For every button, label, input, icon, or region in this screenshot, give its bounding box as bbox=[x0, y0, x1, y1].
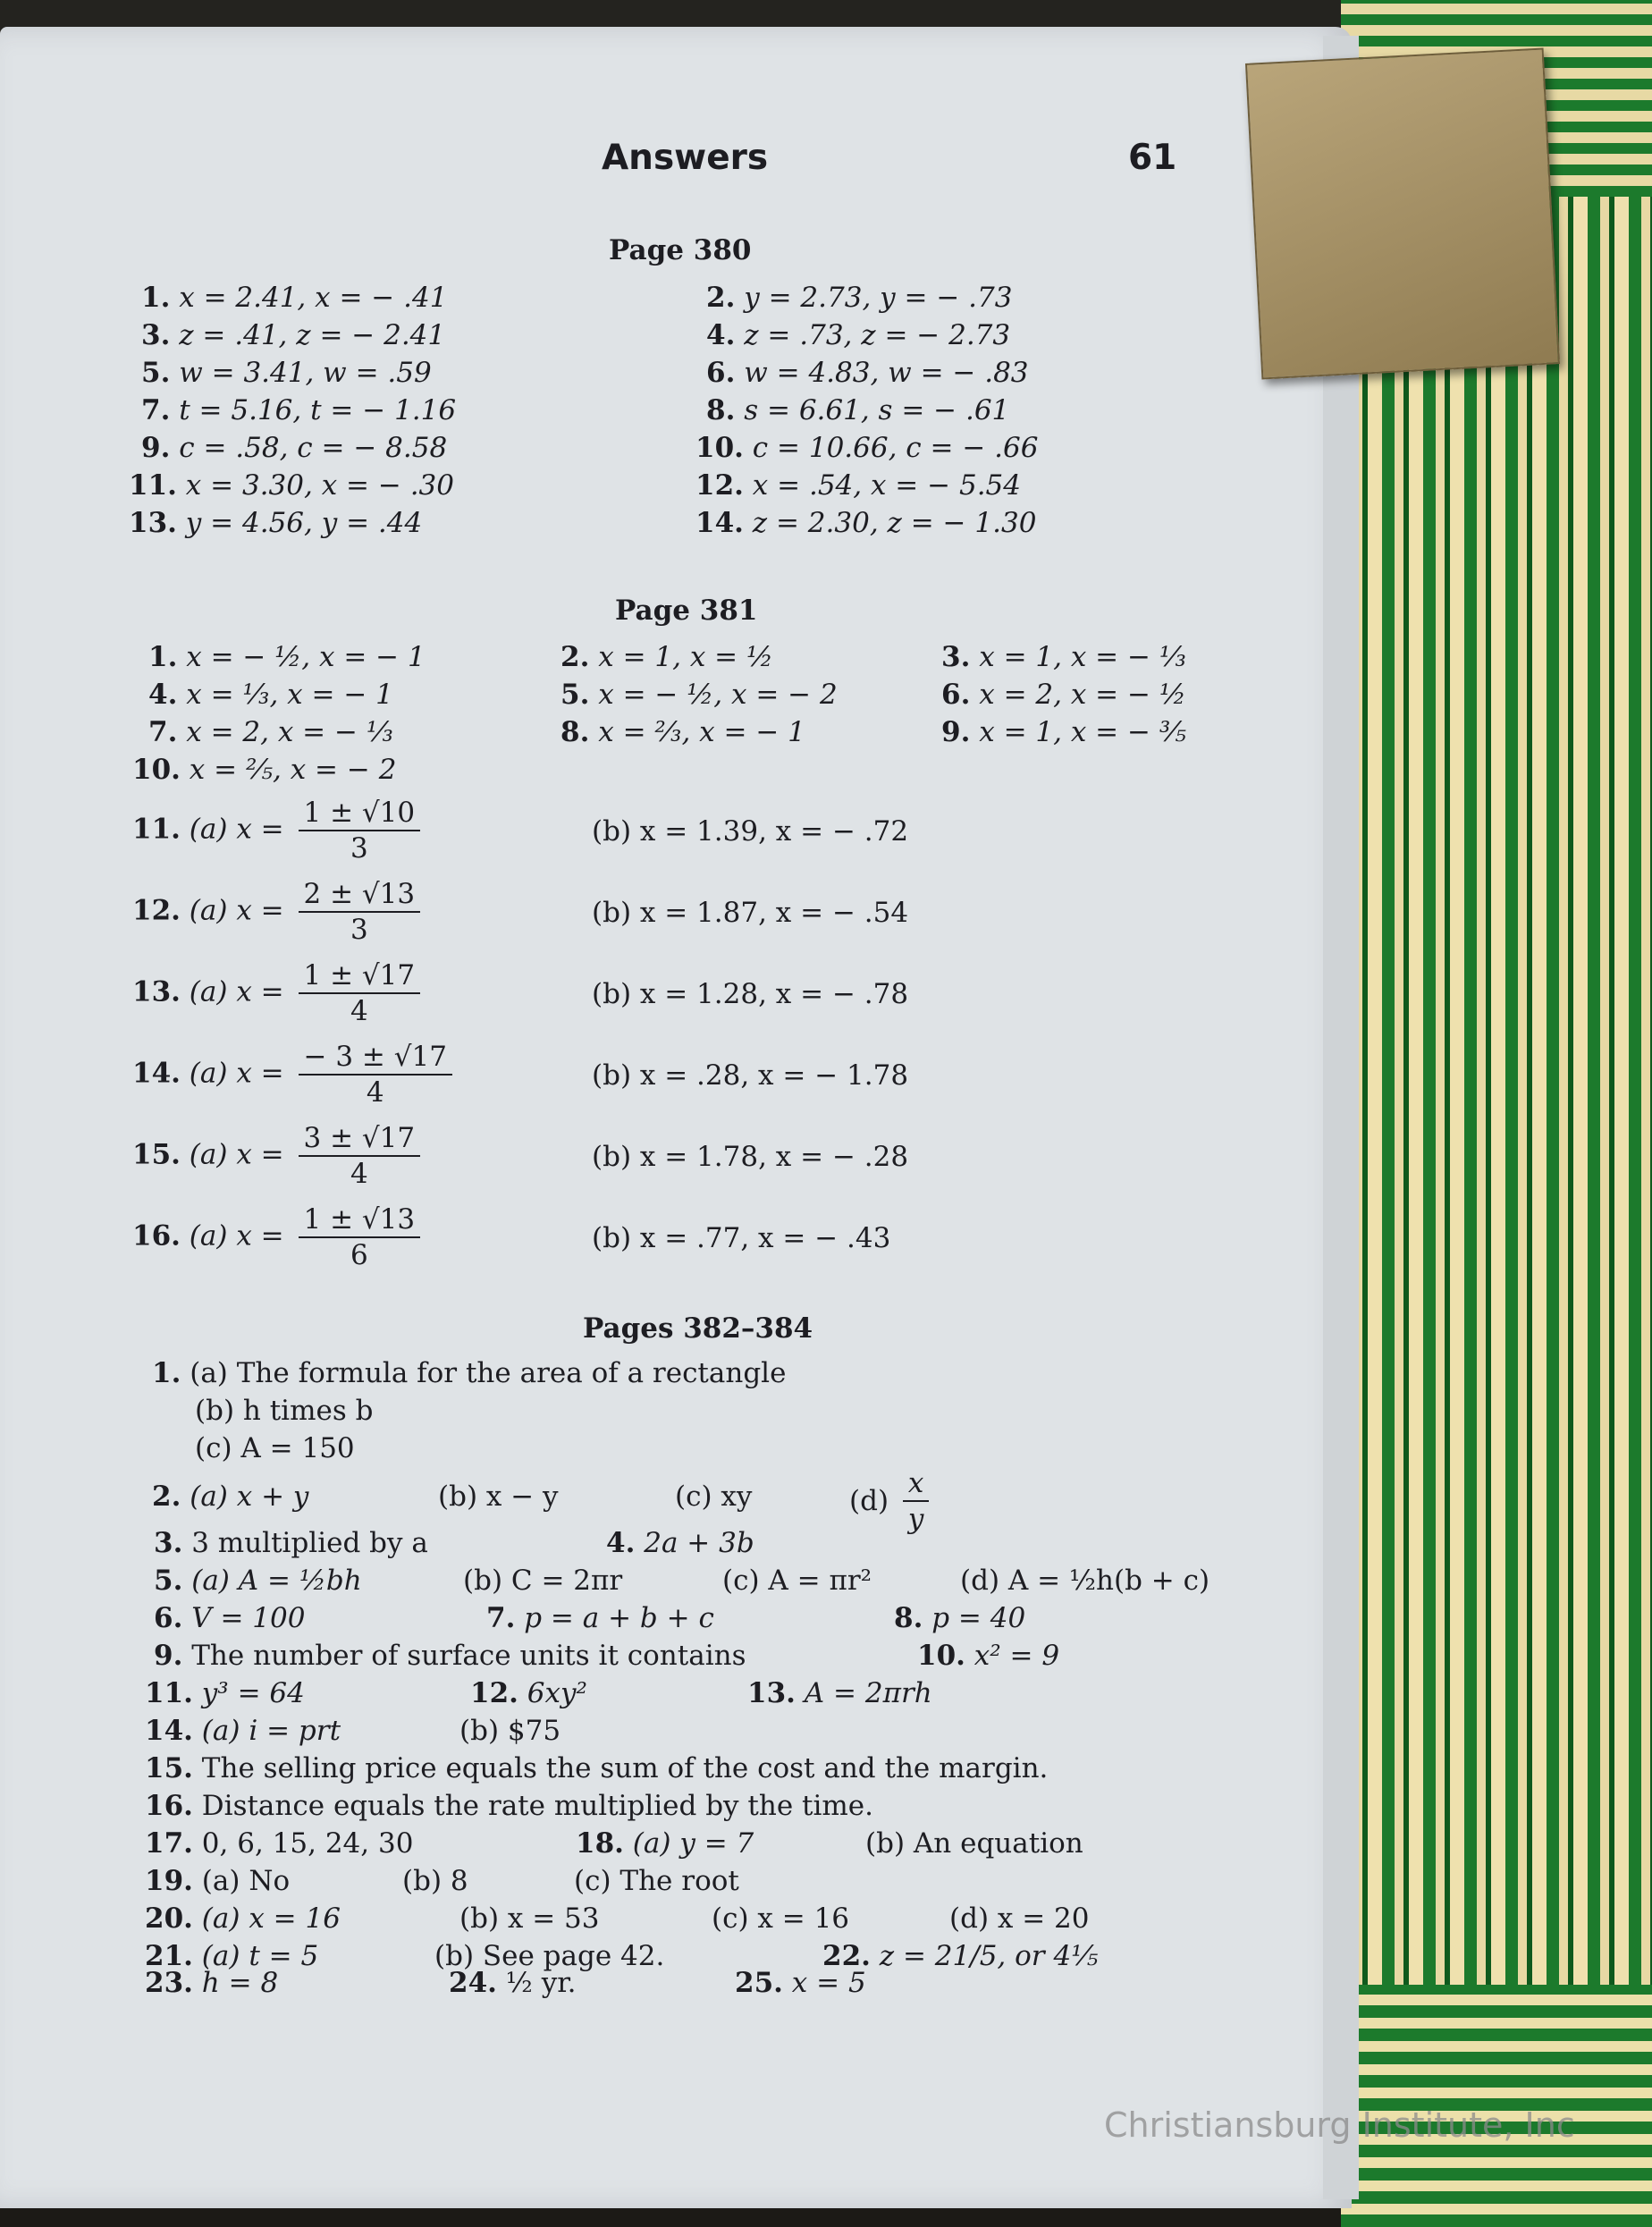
answer-381-15: 15. (a) x = $\frac{3 \pm √17}{4}$ bbox=[132, 1121, 426, 1191]
answer-381-1: 1. x = − ½, x = − 1 bbox=[148, 641, 426, 673]
answer-382-14a: 14. (a) i = prt bbox=[145, 1715, 341, 1747]
answer-380-1: 1. x = 2.41, x = − .41 bbox=[141, 282, 448, 314]
answer-382-4: 4. 2a + 3b bbox=[606, 1527, 754, 1559]
answer-380-12: 12. x = .54, x = − 5.54 bbox=[695, 469, 1021, 502]
answer-380-3: 3. z = .41, z = − 2.41 bbox=[141, 319, 446, 351]
answer-381-14: 14. (a) x = $\frac{- 3 \pm √17}{4}$ bbox=[132, 1040, 458, 1109]
answer-380-13: 13. y = 4.56, y = .44 bbox=[129, 507, 423, 539]
answer-382-22: 22. z = 21/5, or 4⅕ bbox=[822, 1940, 1099, 1972]
answer-382-25: 25. x = 5 bbox=[735, 1967, 866, 1999]
answer-380-5: 5. w = 3.41, w = .59 bbox=[141, 357, 432, 389]
answer-381-12b: (b) x = 1.87, x = − .54 bbox=[592, 897, 909, 929]
answer-381-7: 7. x = 2, x = − ⅓ bbox=[148, 716, 393, 748]
answer-380-4: 4. z = .73, z = − 2.73 bbox=[706, 319, 1011, 351]
answer-381-5: 5. x = − ½, x = − 2 bbox=[560, 679, 838, 711]
answer-380-14: 14. z = 2.30, z = − 1.30 bbox=[695, 507, 1037, 539]
answer-382-6: 6. V = 100 bbox=[154, 1602, 306, 1634]
answer-380-9: 9. c = .58, c = − 8.58 bbox=[141, 432, 448, 464]
answer-382-11: 11. y³ = 64 bbox=[145, 1677, 305, 1709]
answer-381-13: 13. (a) x = $\frac{1 \pm √17}{4}$ bbox=[132, 958, 426, 1028]
page-number: 61 bbox=[1128, 138, 1177, 178]
answer-382-2c: (c) xy bbox=[675, 1480, 753, 1513]
answer-382-20a: 20. (a) x = 16 bbox=[145, 1902, 341, 1935]
answer-382-10: 10. x² = 9 bbox=[917, 1640, 1060, 1672]
answer-380-2: 2. y = 2.73, y = − .73 bbox=[706, 282, 1013, 314]
answer-382-16: 16. Distance equals the rate multiplied by the time. bbox=[145, 1790, 874, 1822]
answer-382-23: 23. h = 8 bbox=[145, 1967, 279, 1999]
answer-382-19b: (b) 8 bbox=[402, 1865, 468, 1897]
answer-381-16b: (b) x = .77, x = − .43 bbox=[592, 1222, 891, 1254]
answer-381-15b: (b) x = 1.78, x = − .28 bbox=[592, 1141, 909, 1173]
answer-380-6: 6. w = 4.83, w = − .83 bbox=[706, 357, 1029, 389]
index-tab bbox=[1245, 48, 1560, 380]
answer-381-6: 6. x = 2, x = − ½ bbox=[941, 679, 1186, 711]
answer-382-2d: (d) $\frac{x}{y}$ bbox=[849, 1466, 934, 1536]
answer-382-14b: (b) $75 bbox=[459, 1715, 561, 1747]
answer-382-21a: 21. (a) t = 5 bbox=[145, 1940, 319, 1972]
answer-381-10: 10. x = ⅖, x = − 2 bbox=[132, 754, 397, 786]
answer-380-11: 11. x = 3.30, x = − .30 bbox=[129, 469, 454, 502]
answer-382-7: 7. p = a + b + c bbox=[486, 1602, 714, 1634]
answer-382-5d: (d) A = ½h(b + c) bbox=[960, 1565, 1210, 1597]
answer-382-5c: (c) A = πr² bbox=[722, 1565, 872, 1597]
section-title-381: Page 381 bbox=[615, 595, 758, 627]
answer-382-1b: (b) h times b bbox=[195, 1395, 374, 1427]
watermark: Christiansburg Institute, Inc bbox=[1104, 2105, 1575, 2145]
answer-381-4: 4. x = ⅓, x = − 1 bbox=[148, 679, 393, 711]
section-title-380: Page 380 bbox=[609, 234, 752, 266]
answer-382-20d: (d) x = 20 bbox=[949, 1902, 1090, 1935]
answer-382-24: 24. ½ yr. bbox=[449, 1967, 577, 1999]
answer-382-19c: (c) The root bbox=[574, 1865, 739, 1897]
answer-381-11: 11. (a) x = $\frac{1 \pm √10}{3}$ bbox=[132, 796, 426, 865]
answer-382-5b: (b) C = 2πr bbox=[463, 1565, 623, 1597]
answer-382-8: 8. p = 40 bbox=[894, 1602, 1026, 1634]
answer-382-20c: (c) x = 16 bbox=[712, 1902, 850, 1935]
answer-382-1a: 1. (a) The formula for the area of a rectangle bbox=[152, 1357, 787, 1389]
answer-380-7: 7. t = 5.16, t = − 1.16 bbox=[141, 394, 457, 426]
answer-381-11b: (b) x = 1.39, x = − .72 bbox=[592, 815, 909, 848]
answer-381-16: 16. (a) x = $\frac{1 \pm √13}{6}$ bbox=[132, 1202, 426, 1272]
section-title-382: Pages 382–384 bbox=[583, 1312, 813, 1345]
answer-382-2a: 2. (a) x + y bbox=[152, 1480, 309, 1513]
answer-381-3: 3. x = 1, x = − ⅓ bbox=[941, 641, 1186, 673]
answer-381-12: 12. (a) x = $\frac{2 \pm √13}{3}$ bbox=[132, 877, 426, 947]
answer-382-1c: (c) A = 150 bbox=[195, 1432, 355, 1464]
answer-380-10: 10. c = 10.66, c = − .66 bbox=[695, 432, 1039, 464]
answer-382-13: 13. A = 2πrh bbox=[747, 1677, 932, 1709]
answer-382-20b: (b) x = 53 bbox=[459, 1902, 600, 1935]
answer-381-14b: (b) x = .28, x = − 1.78 bbox=[592, 1059, 909, 1092]
answer-382-12: 12. 6xy² bbox=[470, 1677, 587, 1709]
answer-382-5a: 5. (a) A = ½bh bbox=[154, 1565, 362, 1597]
answer-382-15: 15. The selling price equals the sum of the cost and the margin. bbox=[145, 1752, 1049, 1784]
answer-381-13b: (b) x = 1.28, x = − .78 bbox=[592, 978, 909, 1010]
answer-382-18a: 18. (a) y = 7 bbox=[576, 1827, 754, 1860]
answer-382-17: 17. 0, 6, 15, 24, 30 bbox=[145, 1827, 414, 1860]
answer-382-21b: (b) See page 42. bbox=[434, 1940, 665, 1972]
answer-382-3: 3. 3 multiplied by a bbox=[154, 1527, 428, 1559]
answer-382-19a: 19. (a) No bbox=[145, 1865, 291, 1897]
answer-381-2: 2. x = 1, x = ½ bbox=[560, 641, 774, 673]
answer-382-9: 9. The number of surface units it contains bbox=[154, 1640, 746, 1672]
answer-381-8: 8. x = ⅔, x = − 1 bbox=[560, 716, 805, 748]
answer-380-8: 8. s = 6.61, s = − .61 bbox=[706, 394, 1010, 426]
answer-382-18b: (b) An equation bbox=[865, 1827, 1083, 1860]
answer-382-2b: (b) x − y bbox=[438, 1480, 559, 1513]
page-title: Answers bbox=[602, 138, 769, 178]
answer-381-9: 9. x = 1, x = − ⅗ bbox=[941, 716, 1186, 748]
